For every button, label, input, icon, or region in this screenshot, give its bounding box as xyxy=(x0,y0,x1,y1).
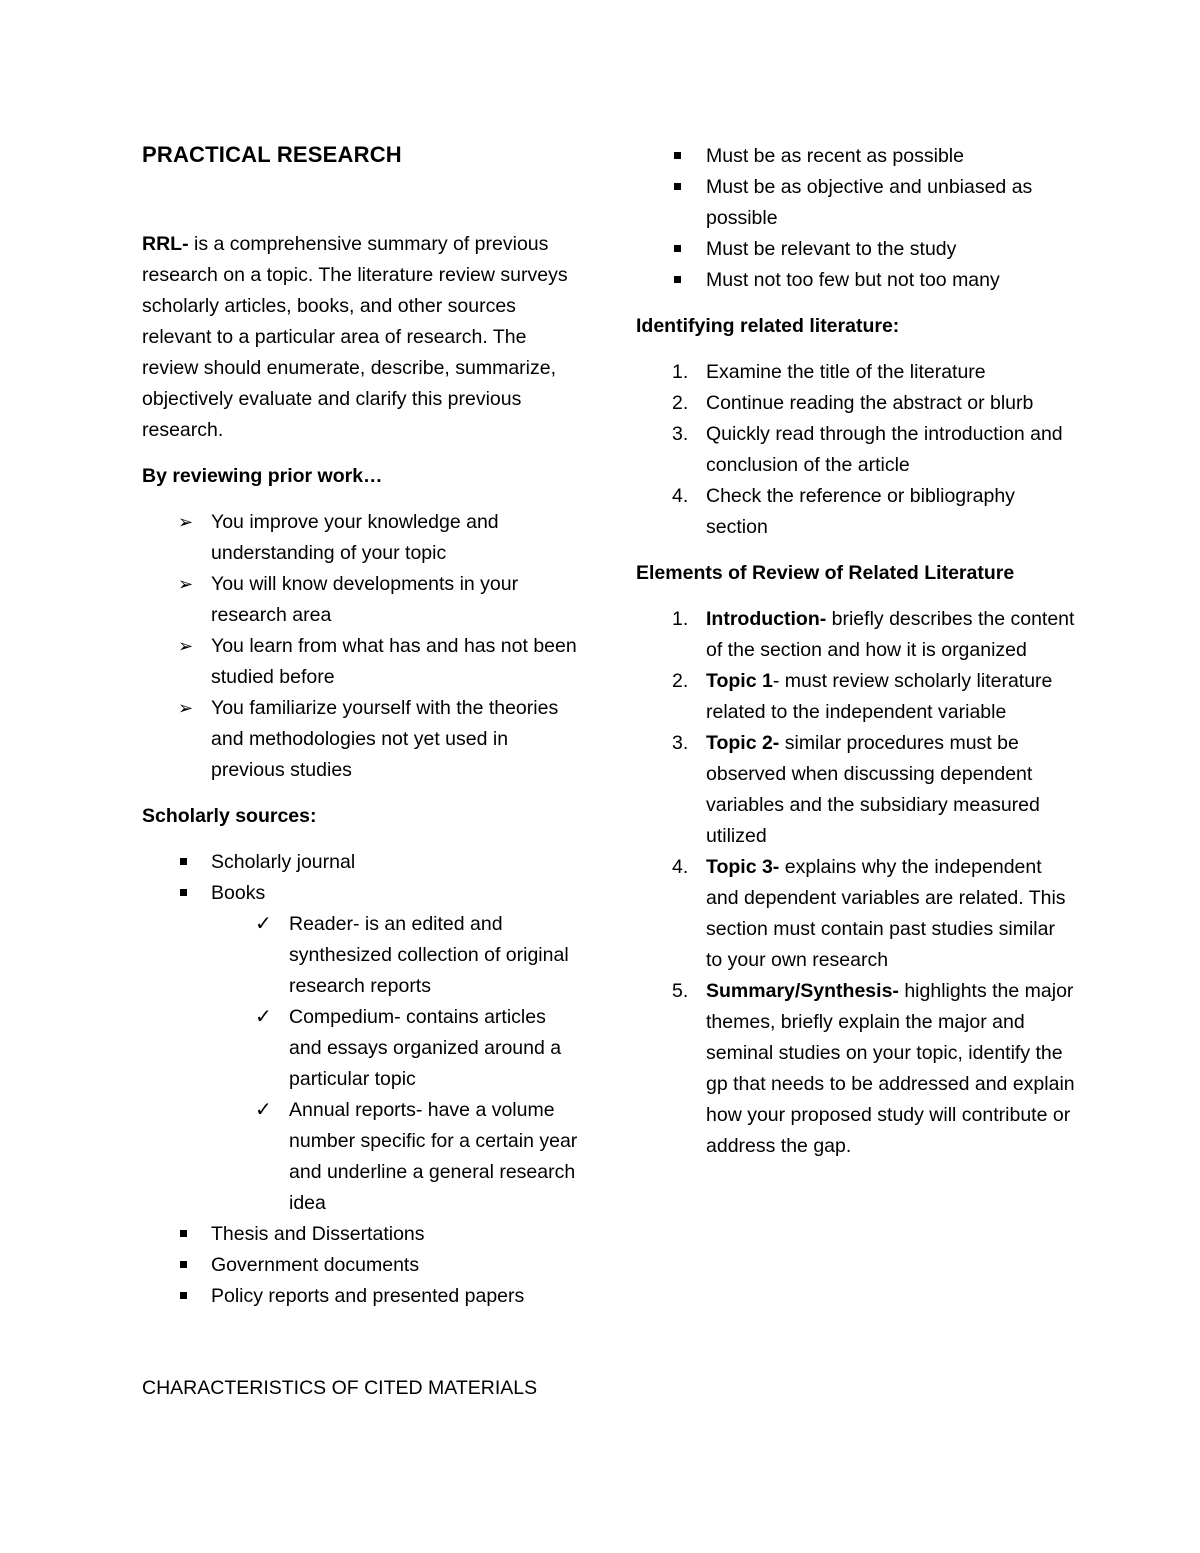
list-item: Books xyxy=(142,878,582,909)
checkmark-icon: ✓ xyxy=(255,1099,272,1121)
page-title: PRACTICAL RESEARCH xyxy=(142,142,402,167)
list-item: ➢ You improve your knowledge and understanding of your topic xyxy=(142,507,582,569)
list-item: 4. Topic 3- explains why the independent and dependent variables are related. This section must contain past studies similar to your own research xyxy=(672,856,1066,971)
list-item: Must be as objective and unbiased as possible xyxy=(636,172,1076,234)
rrl-text: is a comprehensive summary of previous research on a topic. The literature review surveys scholarly articles, books, and other sources relevant to a particular area of research. The review should enumerate, describe, summarize, objectively evaluate and clarify this previous research. xyxy=(142,233,568,441)
square-bullet-icon xyxy=(180,889,187,896)
arrow-bullet-icon: ➢ xyxy=(178,512,194,532)
list-item: Thesis and Dissertations xyxy=(142,1219,582,1250)
list-item: Must not too few but not too many xyxy=(636,265,1076,296)
checkmark-icon: ✓ xyxy=(255,913,272,935)
list-item: ➢ You familiarize yourself with the theories and methodologies not yet used in previous studies xyxy=(142,693,582,786)
square-bullet-icon xyxy=(180,1261,187,1268)
checkmark-icon: ✓ xyxy=(255,1006,272,1028)
left-column xyxy=(142,140,582,1404)
scholarly-list xyxy=(142,847,582,909)
square-bullet-icon xyxy=(674,183,681,190)
list-item: 4. Check the reference or bibliography section xyxy=(672,485,1015,538)
elements-list xyxy=(636,604,1076,1162)
square-bullet-icon xyxy=(180,858,187,865)
list-item: Must be relevant to the study xyxy=(636,234,1076,265)
list-item: ➢ You will know developments in your research area xyxy=(142,569,582,631)
list-item: Government documents xyxy=(142,1250,582,1281)
right-column xyxy=(636,141,1076,1162)
reviewing-list xyxy=(142,507,582,786)
list-item: 2. Continue reading the abstract or blurb xyxy=(672,392,1034,414)
book-types-list xyxy=(142,909,582,1219)
elements-heading: Elements of Review of Related Literature xyxy=(636,562,1015,584)
list-item: ✓ Compedium- contains articles and essays organized around a particular topic xyxy=(142,1002,582,1095)
list-item: 5. Summary/Synthesis- highlights the major themes, briefly explain the major and seminal studies on your topic, identify the gp that needs to be addressed and explain how your proposed study will contribute or address the gap. xyxy=(672,980,1075,1157)
reviewing-heading: By reviewing prior work… xyxy=(142,465,383,487)
scholarly-list-continued xyxy=(142,1219,582,1312)
arrow-bullet-icon: ➢ xyxy=(178,698,194,718)
list-item: Must be as recent as possible xyxy=(636,141,1076,172)
characteristics-list xyxy=(636,141,1076,296)
list-item: 1. Introduction- briefly describes the content of the section and how it is organized xyxy=(672,608,1075,661)
square-bullet-icon xyxy=(674,245,681,252)
list-item: 3. Quickly read through the introduction and conclusion of the article xyxy=(672,423,1063,476)
arrow-bullet-icon: ➢ xyxy=(178,636,194,656)
list-item: Scholarly journal xyxy=(142,847,582,878)
square-bullet-icon xyxy=(674,276,681,283)
identifying-heading: Identifying related literature: xyxy=(636,315,900,337)
list-item: 1. Examine the title of the literature xyxy=(672,361,986,383)
square-bullet-icon xyxy=(674,152,681,159)
arrow-bullet-icon: ➢ xyxy=(178,574,194,594)
scholarly-heading: Scholarly sources: xyxy=(142,805,317,827)
square-bullet-icon xyxy=(180,1292,187,1299)
characteristics-heading: CHARACTERISTICS OF CITED MATERIALS xyxy=(142,1377,538,1399)
list-item: 2. Topic 1- must review scholarly literature related to the independent variable xyxy=(672,670,1053,723)
list-item: 3. Topic 2- similar procedures must be observed when discussing dependent variables and the subsidiary measured utilized xyxy=(672,732,1040,847)
rrl-definition xyxy=(142,229,582,446)
list-item: Policy reports and presented papers xyxy=(142,1281,582,1312)
rrl-term: RRL- xyxy=(142,233,189,255)
list-item: ✓ Annual reports- have a volume number specific for a certain year and underline a general research idea xyxy=(142,1095,582,1219)
list-item: ✓ Reader- is an edited and synthesized collection of original research reports xyxy=(142,909,582,1002)
list-item: ➢ You learn from what has and has not been studied before xyxy=(142,631,582,693)
identifying-list xyxy=(636,357,1076,543)
square-bullet-icon xyxy=(180,1230,187,1237)
